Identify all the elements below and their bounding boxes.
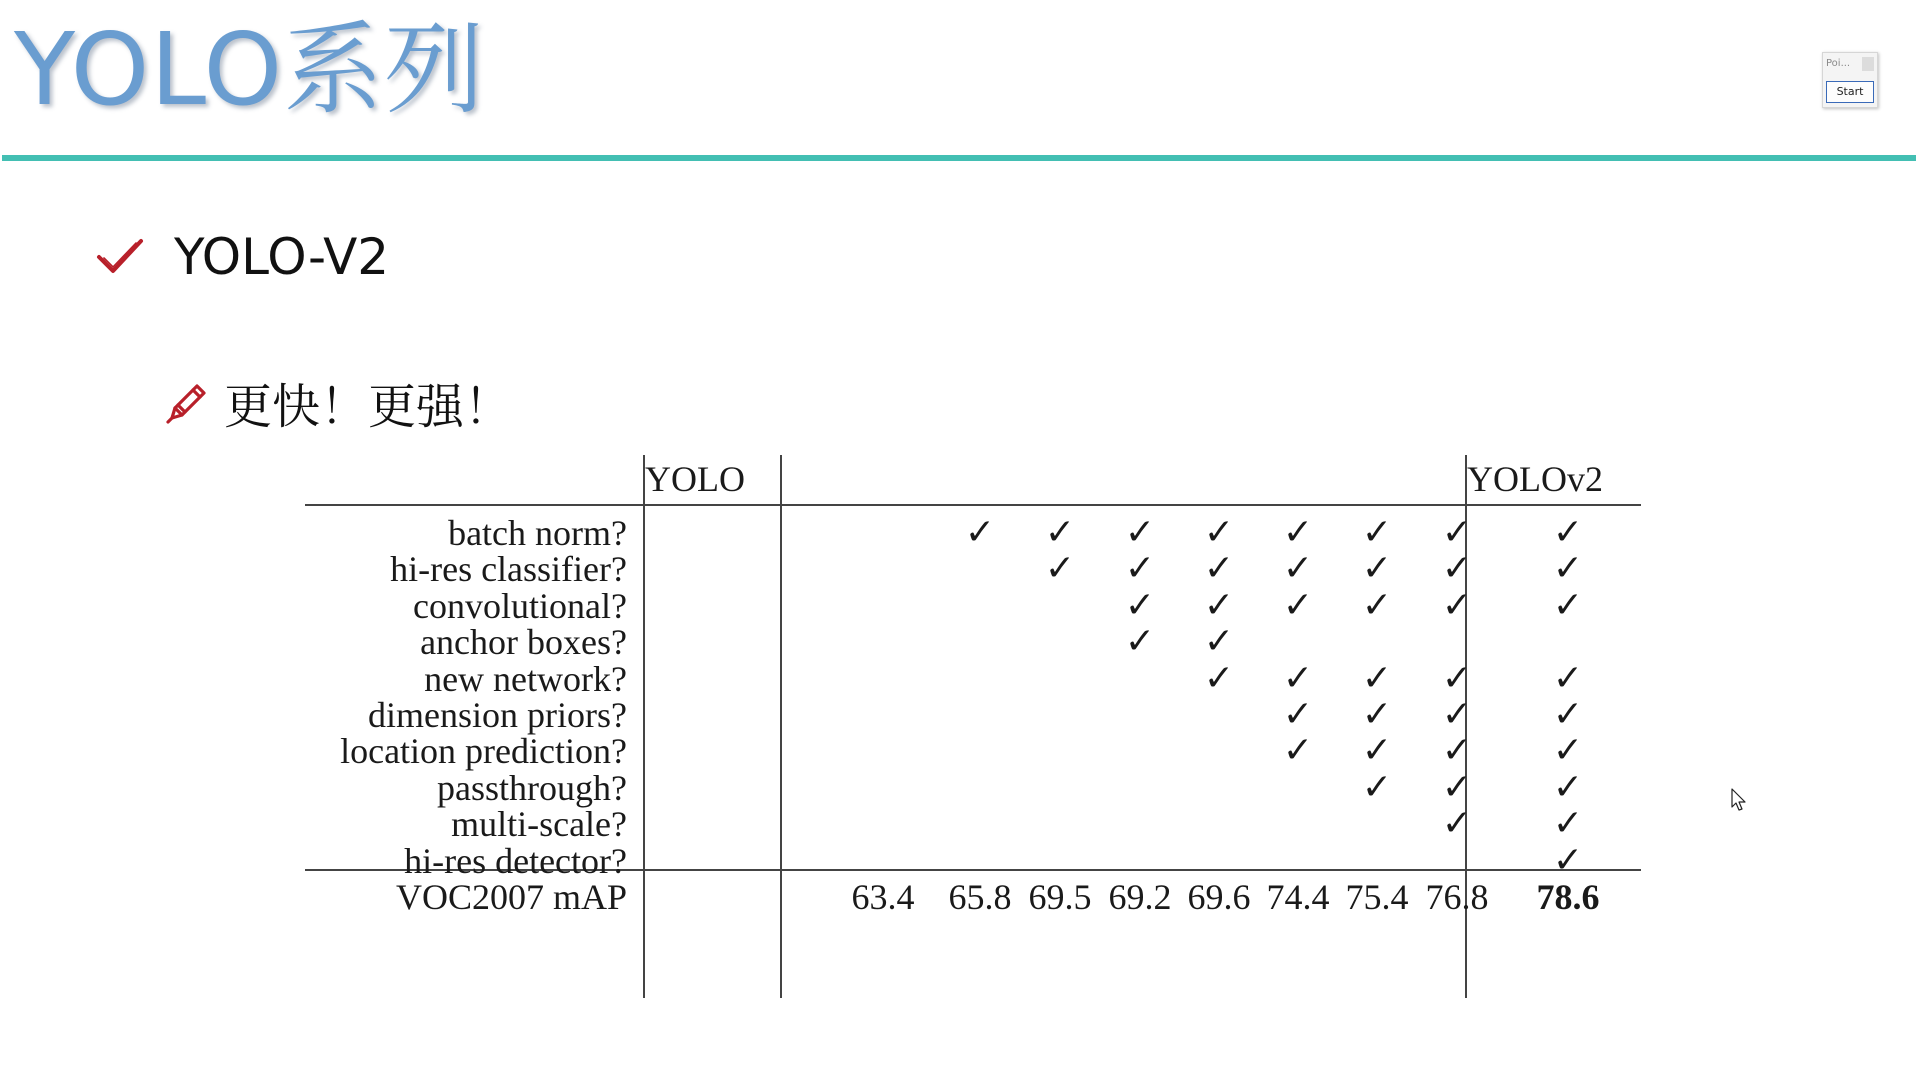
check-mark: ✓ [1282, 657, 1314, 699]
check-mark: ✓ [1282, 512, 1314, 553]
check-mark: ✓ [1441, 548, 1473, 590]
check-mark: ✓ [1044, 548, 1076, 590]
check-mark: ✓ [1361, 730, 1393, 772]
header-yolo: YOLO [645, 459, 745, 499]
row-label: passthrough? [437, 767, 627, 808]
map-value: 69.6 [1187, 877, 1251, 917]
mouse-pointer-icon [1731, 788, 1747, 812]
map-value: 76.8 [1425, 877, 1489, 917]
bullet-text: YOLO-V2 [174, 228, 390, 286]
header-yolov2: YOLOv2 [1467, 459, 1603, 499]
check-mark: ✓ [1282, 730, 1314, 772]
check-mark: ✓ [1552, 839, 1584, 881]
check-mark: ✓ [1441, 694, 1473, 735]
check-mark: ✓ [1552, 694, 1584, 735]
row-label: convolutional? [413, 585, 627, 626]
map-value: 75.4 [1345, 877, 1409, 917]
check-mark: ✓ [1124, 584, 1156, 626]
check-mark: ✓ [1044, 512, 1076, 553]
check-mark: ✓ [1361, 766, 1393, 808]
check-mark: ✓ [1552, 548, 1584, 590]
sub-bullet-faster-stronger [164, 366, 512, 438]
check-icon [96, 237, 144, 277]
map-value: 63.4 [851, 877, 915, 917]
check-mark: ✓ [1552, 730, 1584, 772]
check-mark: ✓ [1441, 657, 1473, 699]
check-mark: ✓ [964, 512, 996, 553]
check-mark: ✓ [1552, 584, 1584, 626]
sub-bullet-text: 更快！更强！ [224, 378, 513, 435]
row-label: anchor boxes? [420, 622, 627, 663]
row-label: location prediction? [340, 731, 627, 772]
map-value: 74.4 [1266, 877, 1330, 917]
check-mark: ✓ [1552, 803, 1584, 845]
table-vrule-1 [643, 455, 645, 998]
check-mark: ✓ [1282, 548, 1314, 590]
ablation-table [305, 455, 1641, 1005]
check-mark: ✓ [1441, 803, 1473, 845]
pointer-widget [1822, 52, 1878, 108]
pointer-widget-header: Poi... [1826, 58, 1851, 69]
pencil-icon [164, 378, 212, 426]
map-value: 69.5 [1028, 877, 1092, 917]
check-mark: ✓ [1124, 548, 1156, 590]
check-mark: ✓ [1282, 694, 1314, 735]
check-mark: ✓ [1361, 548, 1393, 590]
check-mark: ✓ [1203, 548, 1235, 590]
map-value: 65.8 [948, 877, 1012, 917]
pointer-widget-thumbnail [1862, 57, 1874, 71]
check-mark: ✓ [1552, 657, 1584, 699]
title-divider [2, 155, 1916, 161]
check-mark: ✓ [1552, 512, 1584, 553]
row-label: dimension priors? [368, 695, 627, 735]
table-rule-top [305, 504, 1641, 506]
check-mark: ✓ [1203, 512, 1235, 553]
row-label: new network? [424, 658, 627, 699]
check-mark: ✓ [1441, 512, 1473, 553]
start-button[interactable]: Start [1826, 81, 1874, 103]
check-mark: ✓ [1361, 584, 1393, 626]
row-label: hi-res detector? [404, 840, 627, 881]
row-label: multi-scale? [451, 804, 627, 845]
slide-title: YOLO系列 [14, 11, 486, 128]
check-mark: ✓ [1124, 621, 1156, 663]
check-mark: ✓ [1361, 512, 1393, 553]
check-mark: ✓ [1203, 584, 1235, 626]
map-value-best: 78.6 [1536, 877, 1600, 917]
check-mark: ✓ [1361, 694, 1393, 735]
table-vrule-2 [780, 455, 782, 998]
row-label: batch norm? [448, 513, 627, 553]
check-mark: ✓ [1441, 730, 1473, 772]
map-value: 69.2 [1108, 877, 1172, 917]
bullet-yolo-v2 [96, 222, 389, 292]
check-mark: ✓ [1441, 766, 1473, 808]
map-label: VOC2007 mAP [395, 877, 627, 917]
row-label: hi-res classifier? [390, 549, 627, 590]
check-mark: ✓ [1203, 657, 1235, 699]
check-mark: ✓ [1361, 657, 1393, 699]
check-mark: ✓ [1124, 512, 1156, 553]
check-mark: ✓ [1552, 766, 1584, 808]
check-mark: ✓ [1282, 584, 1314, 626]
check-mark: ✓ [1441, 584, 1473, 626]
check-mark: ✓ [1203, 621, 1235, 663]
